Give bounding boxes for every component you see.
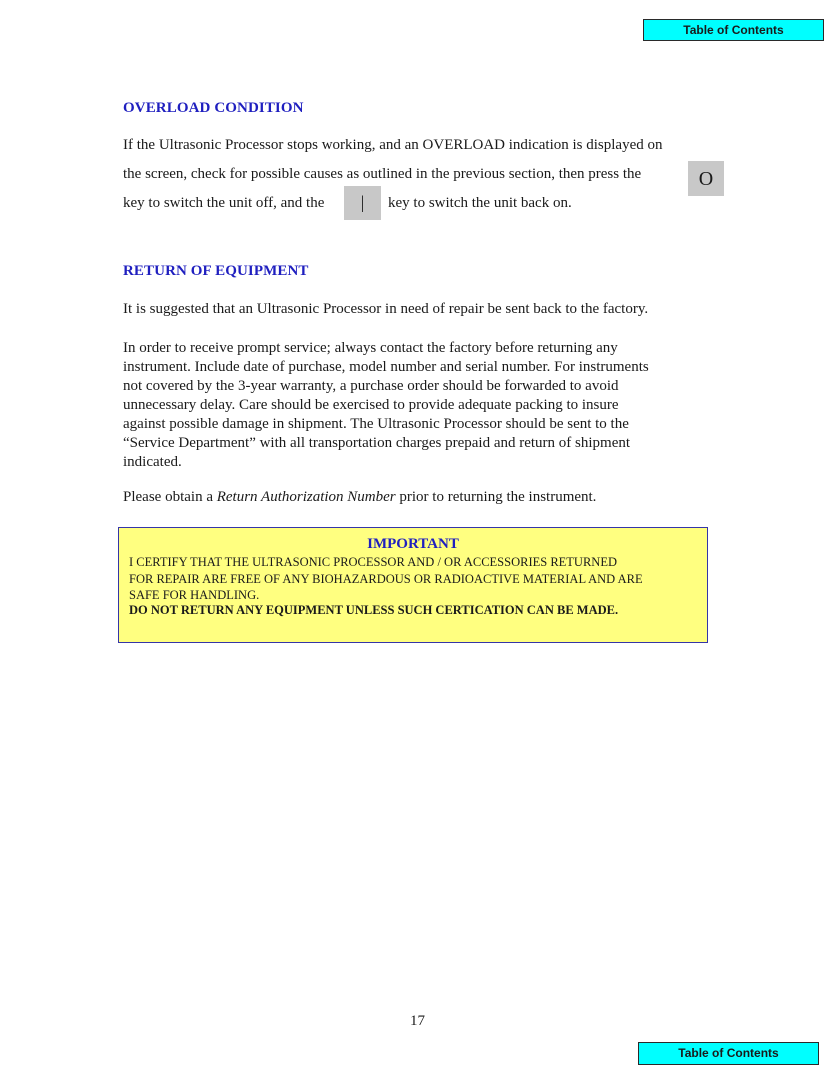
return-paragraph-1: It is suggested that an Ultrasonic Processor in need of repair be sent back to the factory. xyxy=(123,301,649,317)
return-paragraph-2-line: not covered by the 3-year warranty, a purchase order should be forwarded to avoid xyxy=(123,378,619,394)
overload-text-line-3a: key to switch the unit off, and the xyxy=(123,195,325,211)
important-text-line: FOR REPAIR ARE FREE OF ANY BIOHAZARDOUS OR RADIOACTIVE MATERIAL AND ARE xyxy=(129,571,643,586)
overload-text-line-3b: key to switch the unit back on. xyxy=(388,195,572,211)
return-authorization-number-text: Return Authorization Number xyxy=(216,489,396,505)
return-paragraph-3-before: Please obtain a xyxy=(123,489,217,505)
return-paragraph-2-line: unnecessary delay. Care should be exercised to provide adequate packing to insure xyxy=(123,397,619,413)
important-warning-text: DO NOT RETURN ANY EQUIPMENT UNLESS SUCH CERTICATION CAN BE MADE. xyxy=(129,603,619,617)
return-paragraph-2-line: indicated. xyxy=(123,454,182,470)
important-certification-text xyxy=(129,554,699,604)
overload-text-line-1: If the Ultrasonic Processor stops working, and an OVERLOAD indication is displayed on xyxy=(123,137,663,153)
important-title: IMPORTANT xyxy=(367,536,459,552)
return-paragraph-2-line: against possible damage in shipment. The Ultrasonic Processor should be sent to the xyxy=(123,416,629,432)
return-of-equipment-heading: RETURN OF EQUIPMENT xyxy=(123,263,309,279)
return-paragraph-3 xyxy=(123,489,596,506)
return-paragraph-3-after: prior to returning the instrument. xyxy=(395,489,597,505)
return-paragraph-2-line: instrument. Include date of purchase, model number and serial number. For instruments xyxy=(123,359,649,375)
important-text-line: I CERTIFY THAT THE ULTRASONIC PROCESSOR AND / OR ACCESSORIES RETURNED xyxy=(129,555,617,569)
return-paragraph-2-line: “Service Department” with all transportation charges prepaid and return of shipment xyxy=(123,435,631,451)
return-paragraph-2-line: In order to receive prompt service; always contact the factory before returning any xyxy=(123,340,618,356)
page-number: 17 xyxy=(410,1013,425,1029)
on-key-icon: | xyxy=(344,186,381,220)
important-text-line: SAFE FOR HANDLING. xyxy=(129,588,260,602)
overload-text-line-2: the screen, check for possible causes as outlined in the previous section, then press the xyxy=(123,166,642,182)
table-of-contents-button-top[interactable]: Table of Contents xyxy=(643,19,824,41)
return-paragraph-2 xyxy=(123,339,713,472)
important-notice-box xyxy=(118,527,708,643)
overload-condition-heading: OVERLOAD CONDITION xyxy=(123,100,304,116)
table-of-contents-button-bottom[interactable]: Table of Contents xyxy=(638,1042,819,1065)
off-key-icon: O xyxy=(688,161,724,196)
